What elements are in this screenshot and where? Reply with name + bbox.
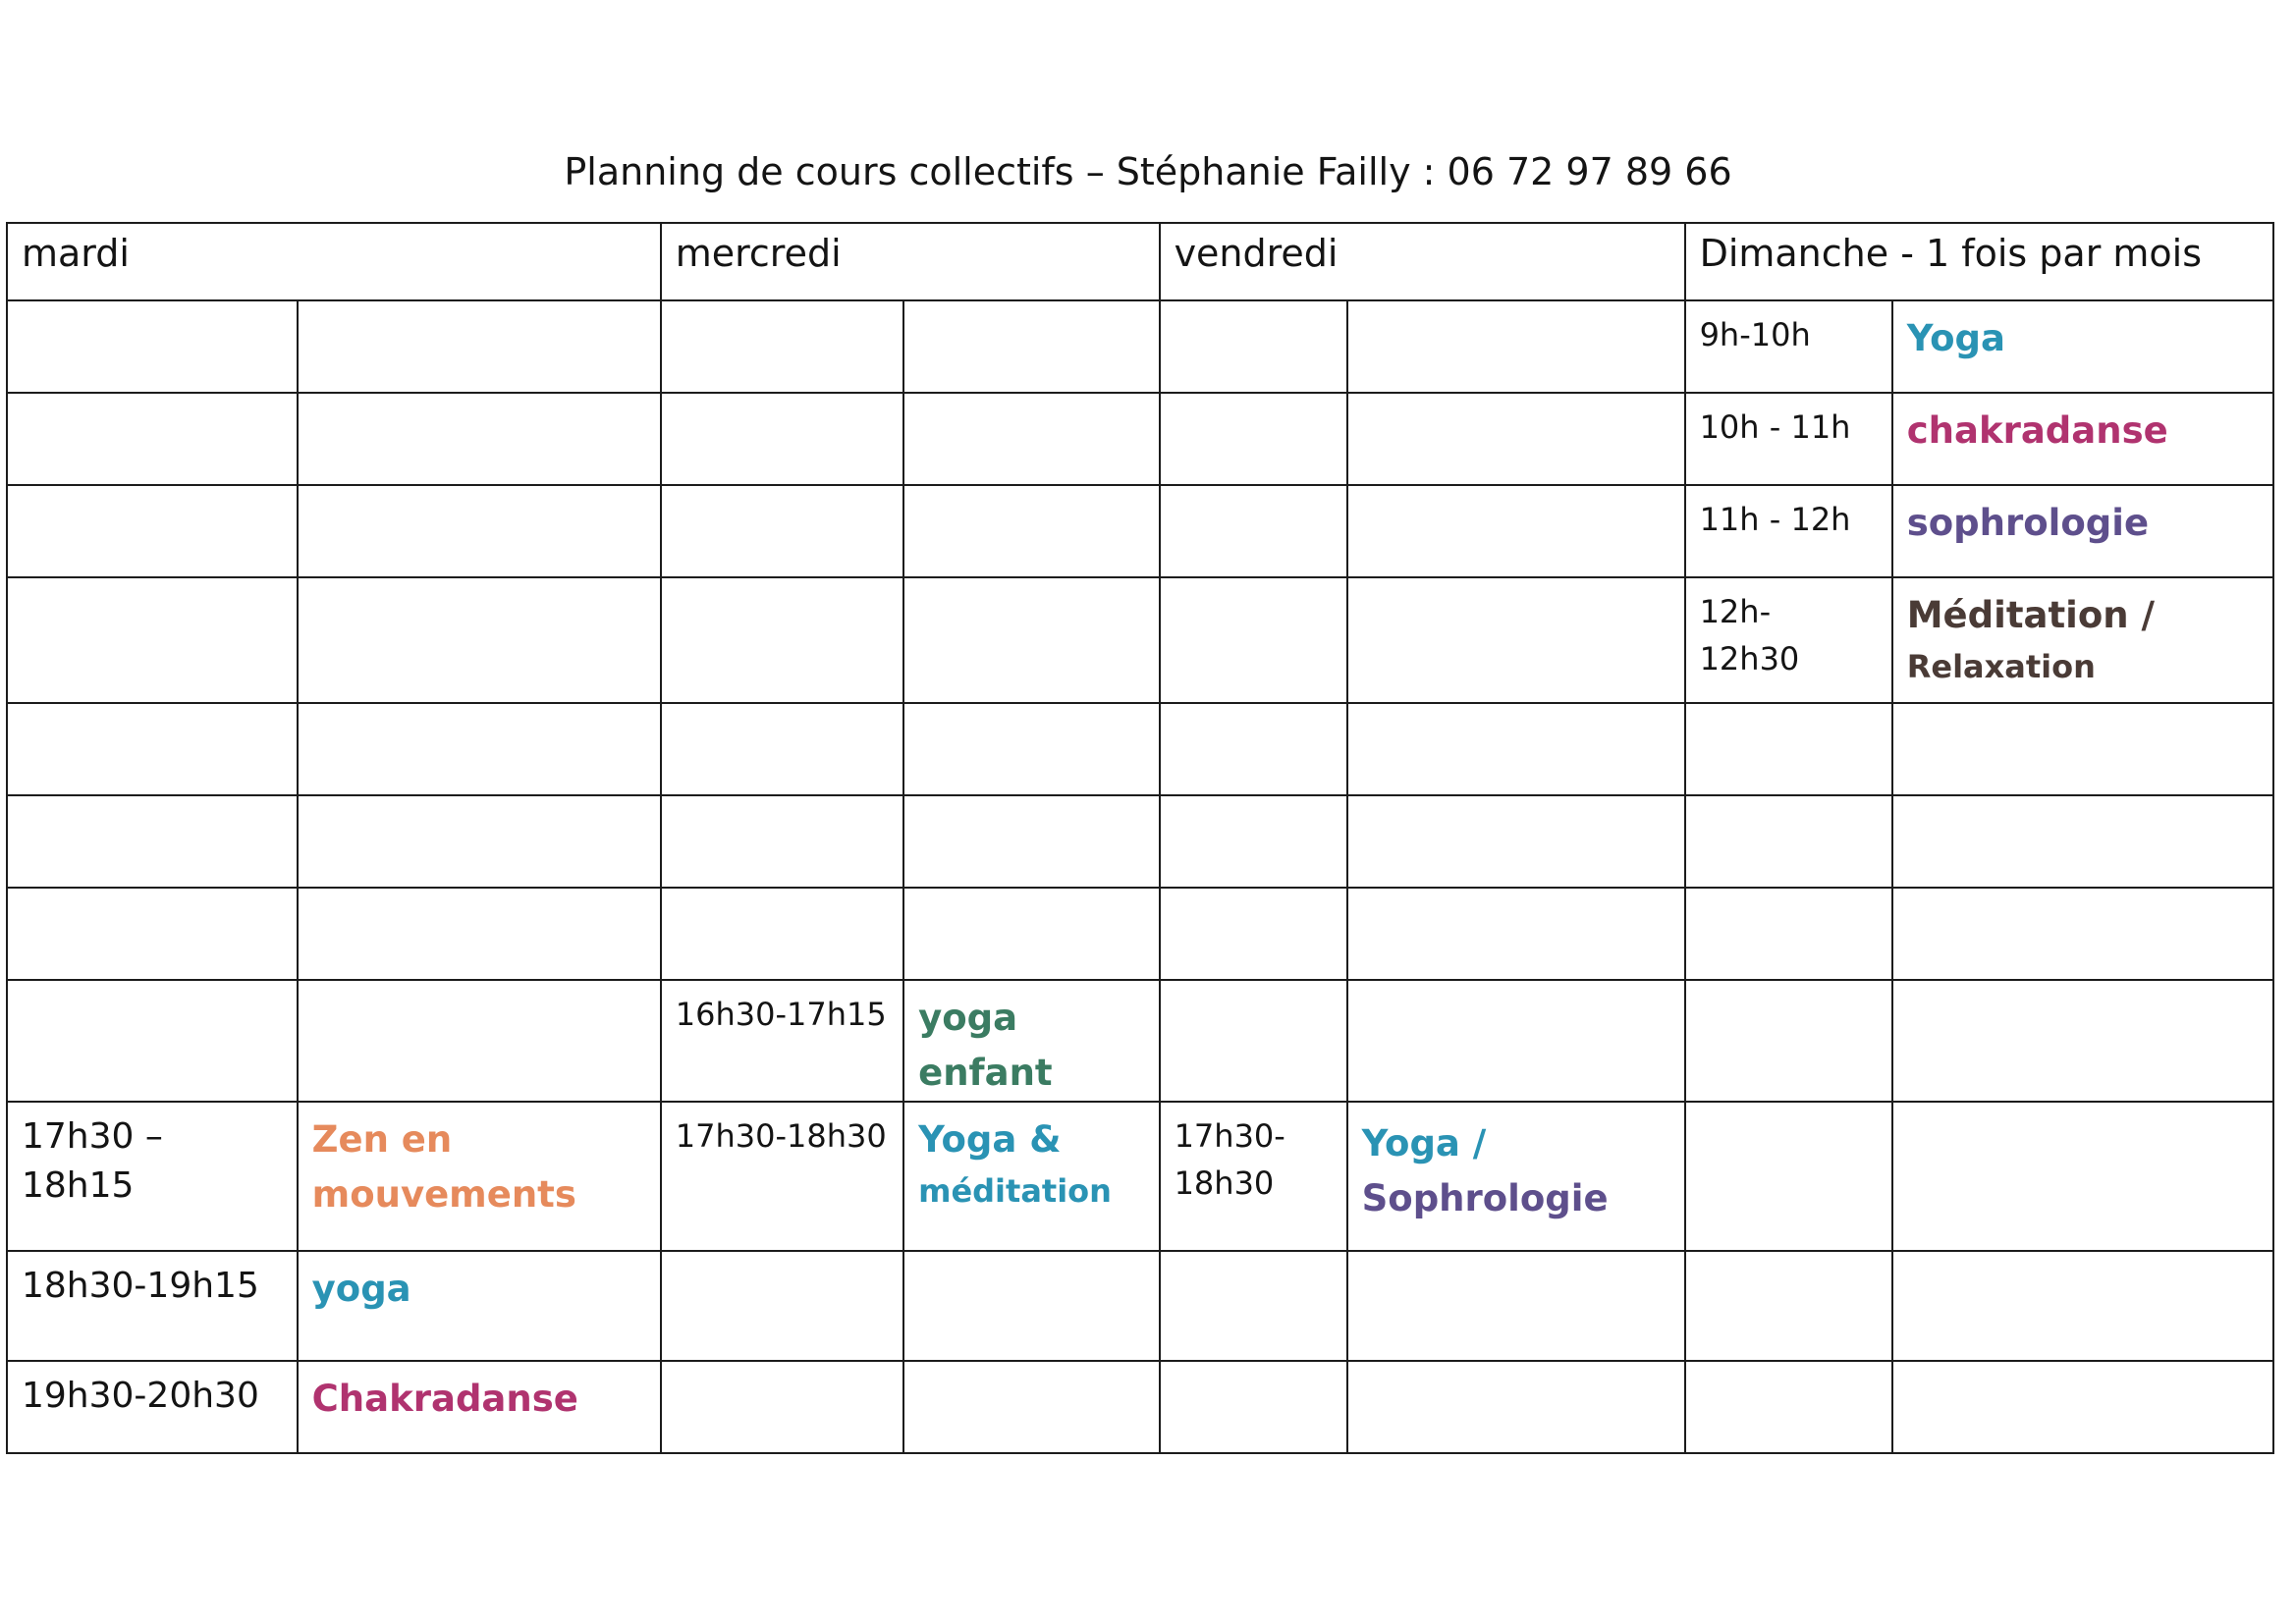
empty-cell [1160, 980, 1347, 1102]
table-row [7, 300, 2273, 393]
empty-cell [1892, 703, 2273, 795]
course-line: mouvements [311, 1173, 576, 1216]
course-cell: Chakradanse [298, 1361, 661, 1453]
header-row [7, 223, 2273, 300]
time-cell: 17h30-18h30 [661, 1102, 903, 1251]
empty-cell [7, 393, 298, 485]
course-cell [1347, 1102, 1685, 1251]
empty-cell [661, 393, 903, 485]
table-row [7, 980, 2273, 1102]
empty-cell [298, 888, 661, 980]
course-line: Relaxation [1906, 648, 2096, 685]
empty-cell [7, 888, 298, 980]
table-row [7, 703, 2273, 795]
page-title: Planning de cours collectifs – Stéphanie Failly : 06 72 97 89 66 [564, 150, 1732, 193]
course-line: Yoga / [1361, 1122, 1487, 1164]
course-cell [903, 1102, 1159, 1251]
time-cell: 19h30-20h30 [7, 1361, 298, 1453]
time-cell: 16h30-17h15 [661, 980, 903, 1102]
empty-cell [1347, 703, 1685, 795]
empty-cell [1892, 1251, 2273, 1361]
table-row [7, 795, 2273, 888]
empty-cell [1685, 1102, 1892, 1251]
table-row [7, 577, 2273, 703]
empty-cell [298, 300, 661, 393]
empty-cell [903, 577, 1159, 703]
empty-cell [661, 888, 903, 980]
empty-cell [1892, 795, 2273, 888]
empty-cell [903, 703, 1159, 795]
empty-cell [1892, 1102, 2273, 1251]
course-cell [298, 1102, 661, 1251]
empty-cell [1160, 703, 1347, 795]
time-line: 18h30 [1174, 1164, 1275, 1202]
empty-cell [1160, 1361, 1347, 1453]
time-cell: 10h - 11h [1685, 393, 1892, 485]
empty-cell [903, 485, 1159, 577]
table-row [7, 393, 2273, 485]
empty-cell [1892, 1361, 2273, 1453]
empty-cell [1685, 703, 1892, 795]
course-line: Sophrologie [1361, 1177, 1609, 1219]
empty-cell [661, 703, 903, 795]
empty-cell [7, 703, 298, 795]
time-cell: 18h30-19h15 [7, 1251, 298, 1361]
table-row [7, 1361, 2273, 1453]
time-line: 17h30- [1174, 1117, 1285, 1155]
course-cell: Yoga [1892, 300, 2273, 393]
course-cell [1892, 577, 2273, 703]
day-header-dimanche [1685, 223, 2273, 300]
day-header-vendredi [1160, 223, 1685, 300]
empty-cell [1160, 1251, 1347, 1361]
empty-cell [1160, 577, 1347, 703]
empty-cell [1347, 393, 1685, 485]
day-header-mercredi [661, 223, 1160, 300]
empty-cell [903, 888, 1159, 980]
empty-cell [1685, 1361, 1892, 1453]
course-line: méditation [918, 1172, 1112, 1210]
empty-cell [298, 485, 661, 577]
empty-cell [1347, 1251, 1685, 1361]
empty-cell [7, 795, 298, 888]
course-line: Zen en [311, 1118, 453, 1161]
empty-cell [1347, 300, 1685, 393]
empty-cell [661, 795, 903, 888]
empty-cell [1160, 888, 1347, 980]
empty-cell [298, 980, 661, 1102]
course-cell: yoga enfant [903, 980, 1159, 1102]
empty-cell [298, 393, 661, 485]
empty-cell [661, 300, 903, 393]
empty-cell [1347, 577, 1685, 703]
time-cell [1160, 1102, 1347, 1251]
course-line: Yoga & [918, 1118, 1062, 1161]
course-line: Méditation / [1906, 594, 2155, 636]
time-cell: 11h - 12h [1685, 485, 1892, 577]
empty-cell [1347, 980, 1685, 1102]
empty-cell [298, 795, 661, 888]
time-cell: 9h-10h [1685, 300, 1892, 393]
empty-cell [1892, 980, 2273, 1102]
day-header-mardi [7, 223, 661, 300]
course-cell: yoga [298, 1251, 661, 1361]
empty-cell [1892, 888, 2273, 980]
time-cell: 17h30 – 18h15 [7, 1102, 298, 1251]
empty-cell [1160, 393, 1347, 485]
empty-cell [903, 393, 1159, 485]
table-row [7, 1251, 2273, 1361]
empty-cell [1685, 1251, 1892, 1361]
empty-cell [1347, 1361, 1685, 1453]
course-cell: chakradanse [1892, 393, 2273, 485]
empty-cell [661, 485, 903, 577]
empty-cell [903, 795, 1159, 888]
empty-cell [661, 1251, 903, 1361]
empty-cell [1685, 795, 1892, 888]
empty-cell [7, 980, 298, 1102]
day-label-mardi: mardi [22, 232, 130, 275]
empty-cell [298, 703, 661, 795]
empty-cell [1685, 888, 1892, 980]
empty-cell [661, 1361, 903, 1453]
empty-cell [903, 1251, 1159, 1361]
schedule-table [6, 222, 2274, 1454]
empty-cell [903, 1361, 1159, 1453]
day-label-mercredi: mercredi [675, 232, 842, 275]
empty-cell [7, 577, 298, 703]
day-label-dimanche: Dimanche - 1 fois par mois [1699, 232, 2203, 275]
time-cell: 12h- 12h30 [1685, 577, 1892, 703]
empty-cell [1160, 300, 1347, 393]
empty-cell [661, 577, 903, 703]
empty-cell [1685, 980, 1892, 1102]
empty-cell [7, 300, 298, 393]
table-row [7, 1102, 2273, 1251]
course-cell: sophrologie [1892, 485, 2273, 577]
empty-cell [1347, 888, 1685, 980]
empty-cell [7, 485, 298, 577]
empty-cell [1160, 485, 1347, 577]
empty-cell [903, 300, 1159, 393]
empty-cell [1347, 795, 1685, 888]
table-row [7, 485, 2273, 577]
table-row [7, 888, 2273, 980]
empty-cell [1347, 485, 1685, 577]
empty-cell [298, 577, 661, 703]
day-label-vendredi: vendredi [1174, 232, 1339, 275]
empty-cell [1160, 795, 1347, 888]
